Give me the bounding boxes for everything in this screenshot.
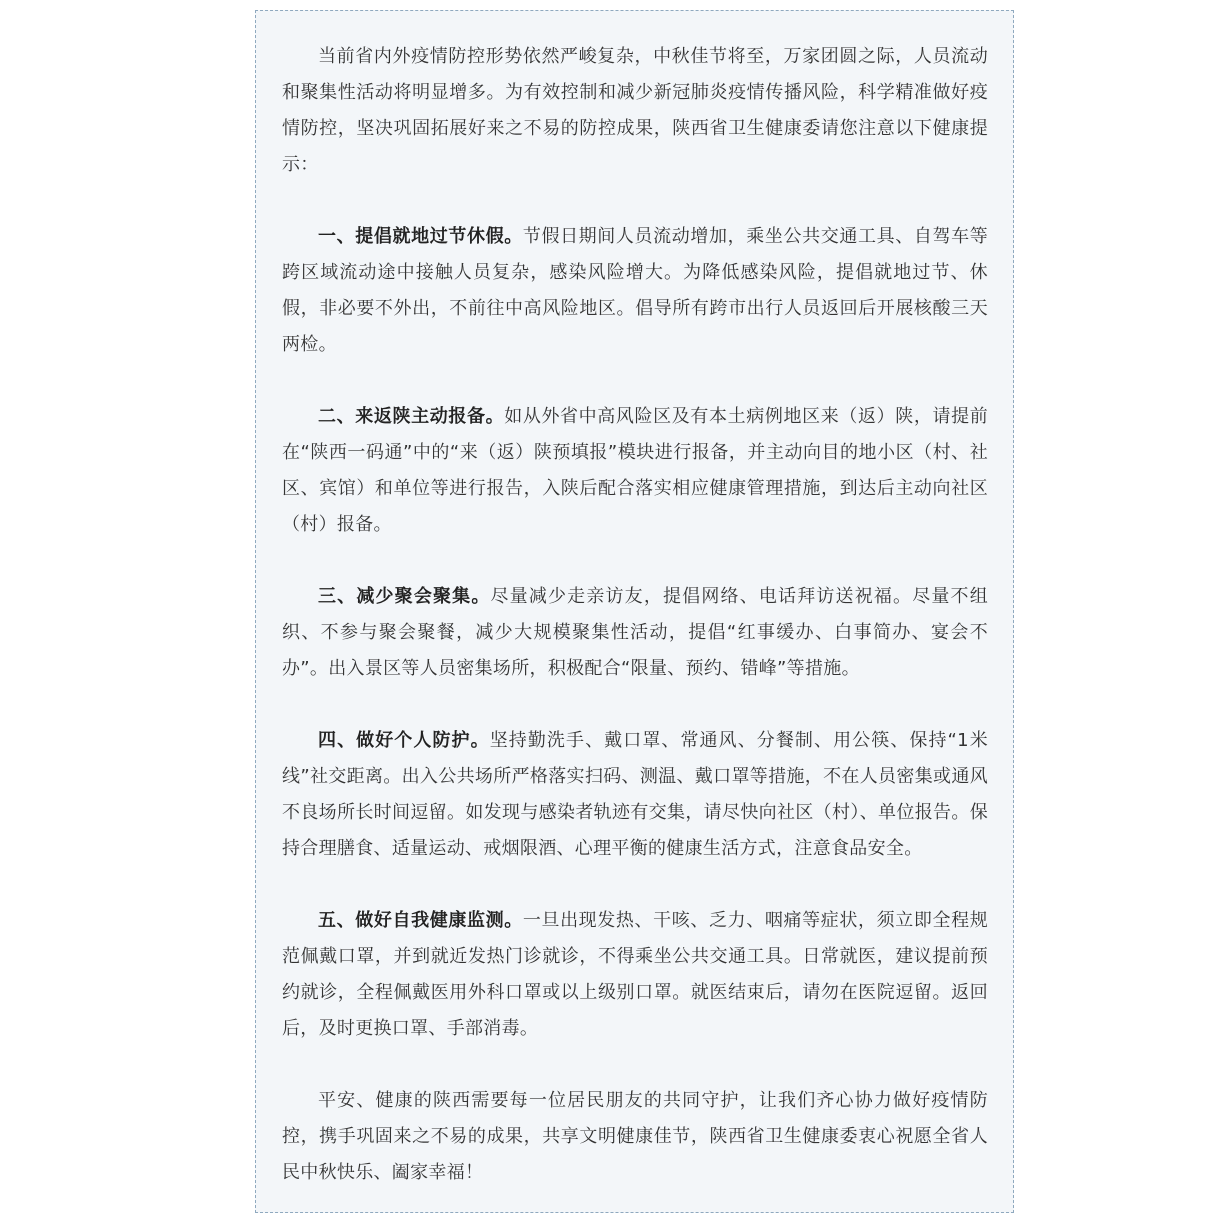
article-container (255, 10, 1014, 1213)
section-body-4: 坚持勤洗手、戴口罩、常通风、分餐制、用公筷、保持“1米线”社交距离。出入公共场所严格落实扫码、测温、戴口罩等措施，不在人员密集或通风不良场所长时间逗留。如发现与感染者轨迹有交集，请尽快向社区（村）、单位报告。保持合理膳食、适量运动、戒烟限酒、心理平衡的健康生活方式，注意食品安全。 (282, 730, 989, 859)
section-body-2: 如从外省中高风险区及有本土病例地区来（返）陕，请提前在“陕西一码通”中的“来（返）陕预填报”模块进行报备，并主动向目的地小区（村、社区、宾馆）和单位等进行报告，入陕后配合落实相应健康管理措施，到达后主动向社区（村）报备。 (282, 406, 988, 535)
section-body-1: 节假日期间人员流动增加，乘坐公共交通工具、自驾车等跨区域流动途中接触人员复杂，感染风险增大。为降低感染风险，提倡就地过节、休假，非必要不外出，不前往中高风险地区。倡导所有跨市出行人员返回后开展核酸三天两检。 (282, 226, 988, 355)
section-paragraph-5 (282, 903, 988, 1047)
section-heading-5: 五、做好自我健康监测。 (318, 910, 523, 931)
intro-paragraph: 当前省内外疫情防控形势依然严峻复杂，中秋佳节将至，万家团圆之际，人员流动和聚集性活动将明显增多。为有效控制和减少新冠肺炎疫情传播风险，科学精准做好疫情防控，坚决巩固拓展好来之不易的防控成果，陕西省卫生健康委请您注意以下健康提示： (282, 46, 988, 175)
section-heading-4: 四、做好个人防护。 (318, 730, 490, 751)
section-paragraph-4 (282, 723, 988, 867)
section-heading-3: 三、减少聚会聚集。 (318, 586, 491, 607)
section-paragraph-1 (282, 219, 988, 363)
section-body-5: 一旦出现发热、干咳、乏力、咽痛等症状，须立即全程规范佩戴口罩，并到就近发热门诊就诊，不得乘坐公共交通工具。日常就医，建议提前预约就诊，全程佩戴医用外科口罩或以上级别口罩。就医结束后，请勿在医院逗留。返回后，及时更换口罩、手部消毒。 (282, 910, 988, 1039)
section-heading-2: 二、来返陕主动报备。 (318, 406, 505, 427)
section-paragraph-3 (282, 579, 988, 687)
closing-paragraph: 平安、健康的陕西需要每一位居民朋友的共同守护，让我们齐心协力做好疫情防控，携手巩固来之不易的成果，共享文明健康佳节，陕西省卫生健康委衷心祝愿全省人民中秋快乐、阖家幸福！ (282, 1090, 988, 1183)
section-body-3: 尽量减少走亲访友，提倡网络、电话拜访送祝福。尽量不组织、不参与聚会聚餐，减少大规模聚集性活动，提倡“红事缓办、白事简办、宴会不办”。出入景区等人员密集场所，积极配合“限量、预约、错峰”等措施。 (282, 586, 988, 679)
section-heading-1: 一、提倡就地过节休假。 (318, 226, 523, 247)
section-paragraph-2 (282, 399, 988, 543)
